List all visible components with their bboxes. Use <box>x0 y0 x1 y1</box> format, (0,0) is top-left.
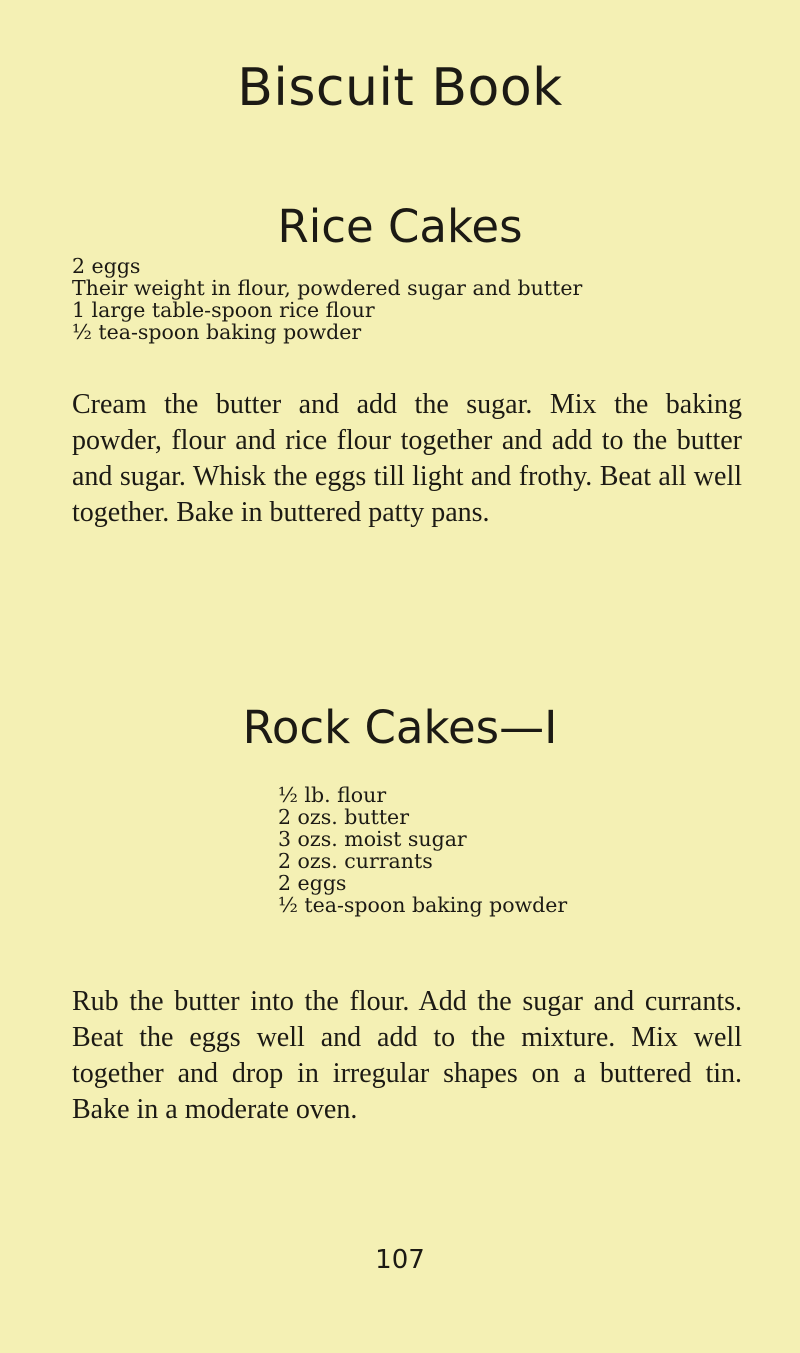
ingredient-item: 1 large table-spoon rice flour <box>72 298 375 322</box>
ingredient-item: 2 ozs. currants <box>278 849 433 873</box>
rice-cakes-title: Rice Cakes <box>277 200 523 253</box>
ingredient-item: 3 ozs. moist sugar <box>278 827 467 851</box>
ingredient-item: 2 eggs <box>72 254 141 278</box>
ingredient-item: 2 ozs. butter <box>278 805 409 829</box>
rock-cakes-ingredients <box>278 784 567 916</box>
ingredient-item: Their weight in flour, powdered sugar and butter <box>72 276 583 300</box>
page-number: 107 <box>375 1245 425 1275</box>
rock-cakes-title: Rock Cakes—I <box>242 701 558 754</box>
ingredient-item: ½ tea-spoon baking powder <box>72 320 362 344</box>
ingredient-item: ½ tea-spoon baking powder <box>278 893 568 917</box>
book-title: Biscuit Book <box>237 58 563 118</box>
ingredient-item: 2 eggs <box>278 871 347 895</box>
rice-cakes-method: Cream the butter and add the sugar. Mix the baking powder, flour and rice flour together and add to the butter and sugar. Whisk the eggs till light and frothy. Beat all well together. Bake in buttered patty pans. <box>72 389 742 528</box>
rock-cakes-method: Rub the butter into the flour. Add the sugar and currants. Beat the eggs well and add to the mixture. Mix well together and drop in irregular shapes on a buttered tin. Bake in a moderate oven. <box>72 986 742 1125</box>
ingredient-item: ½ lb. flour <box>278 783 387 807</box>
rice-cakes-ingredients <box>72 255 582 343</box>
